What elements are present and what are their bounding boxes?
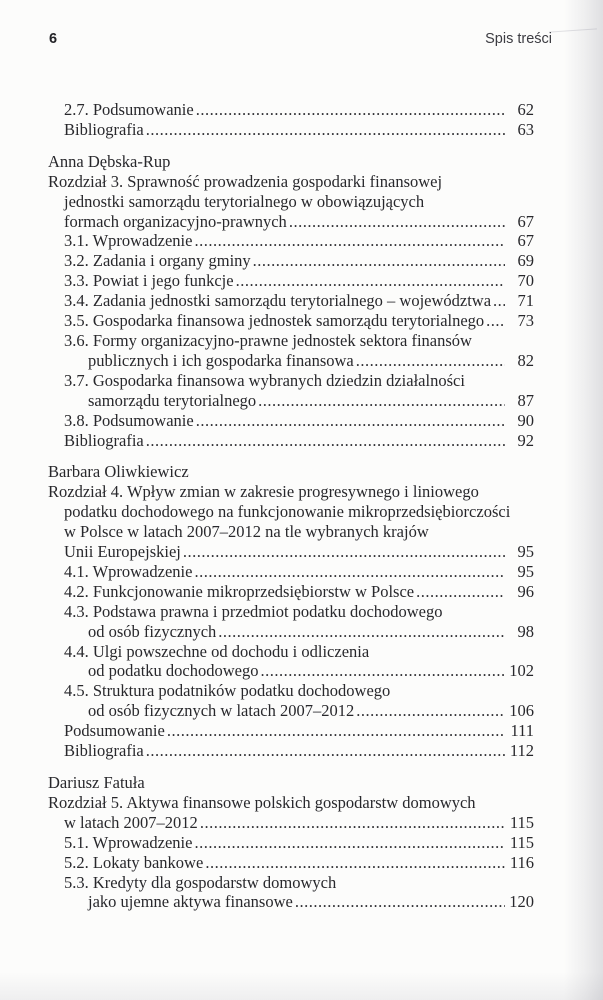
toc-entry-continuation — [48, 873, 534, 893]
toc-entry-text: w latach 2007–2012 — [64, 812, 198, 832]
toc-entry-text: Rozdział 3. Sprawność prowadzenia gospodarki finansowej — [48, 171, 443, 191]
toc-entry-text: 5.2. Lokaty bankowe — [64, 852, 204, 872]
dot-leader — [493, 291, 505, 311]
toc-entry — [48, 582, 534, 602]
page-number-ref: 95 — [517, 542, 534, 562]
toc-entry — [48, 622, 534, 642]
toc-entry-continuation — [48, 482, 534, 502]
toc-entry-text: od osób fizycznych — [88, 621, 217, 641]
toc-entry-continuation — [48, 522, 534, 542]
toc-entry-text: podatku dochodowego na funkcjonowanie mikroprzedsiębiorczości — [64, 502, 511, 522]
toc-entry-continuation — [48, 192, 534, 212]
page-number-ref: 96 — [517, 581, 534, 601]
toc-entry — [48, 351, 534, 371]
toc-entry-text: 3.1. Wprowadzenie — [64, 231, 193, 251]
toc-entry-continuation — [48, 793, 534, 813]
running-title: Spis treści — [485, 31, 552, 47]
page-number: 6 — [49, 31, 58, 47]
toc-entry-continuation — [48, 502, 534, 522]
page-number-ref: 87 — [517, 390, 534, 410]
page-number-ref: 102 — [509, 661, 534, 681]
toc-author: Dariusz Fatuła — [48, 773, 145, 792]
toc-entry-text: 3.3. Powiat i jego funkcje — [64, 271, 234, 291]
toc-entry-text: 3.8. Podsumowanie — [64, 410, 194, 430]
toc-entry-text: Bibliografia — [64, 741, 144, 761]
toc-entry-text: Podsumowanie — [64, 721, 165, 741]
toc-entry-text: formach organizacyjno-prawnych — [64, 211, 287, 231]
dot-leader — [253, 251, 505, 271]
toc-entry — [48, 100, 534, 120]
page-number-ref: 98 — [517, 621, 534, 641]
toc-entry — [48, 212, 534, 232]
toc-entry — [48, 231, 534, 251]
page-number-ref: 112 — [509, 741, 534, 761]
toc-entry — [48, 411, 534, 431]
page-number-ref: 71 — [517, 291, 534, 311]
dot-leader — [258, 391, 505, 411]
page-number-ref: 95 — [517, 561, 534, 581]
toc-entry — [48, 431, 534, 451]
page-number-ref: 92 — [517, 430, 534, 450]
toc-entry-text: jednostki samorządu terytorialnego w obowiązujących — [64, 191, 425, 211]
toc-entry — [48, 721, 534, 741]
toc-entry-text: w Polsce w latach 2007–2012 na tle wybranych krajów — [64, 522, 429, 542]
dot-leader — [194, 833, 505, 853]
toc-entry-text: 4.5. Struktura podatników podatku dochodowego — [64, 681, 391, 701]
toc-entry-text: jako ujemne aktywa finansowe — [88, 892, 293, 912]
page-number-ref: 120 — [509, 892, 534, 912]
page-number-ref: 63 — [517, 119, 534, 139]
page-number-ref: 67 — [517, 231, 534, 251]
page-number-ref: 111 — [510, 721, 534, 741]
toc-entry-text: od podatku dochodowego — [88, 661, 259, 681]
page-number-ref: 67 — [517, 211, 534, 231]
dot-leader — [200, 813, 505, 833]
toc-entry — [48, 542, 534, 562]
dot-leader — [167, 721, 505, 741]
toc-entry-text: Rozdział 4. Wpływ zmian w zakresie progresywnego i liniowego — [48, 482, 479, 502]
toc-entry-text: 3.6. Formy organizacyjno-prawne jednostek sektora finansów — [64, 330, 472, 350]
toc-entry-continuation — [48, 681, 534, 701]
toc-entry — [48, 853, 534, 873]
toc-entry-text: 4.1. Wprowadzenie — [64, 561, 193, 581]
toc-entry-text: 5.1. Wprowadzenie — [64, 832, 193, 852]
toc-entry-text: 3.5. Gospodarka finansowa jednostek samorządu terytorialnego — [64, 311, 485, 331]
toc-entry — [48, 741, 534, 761]
dot-leader — [236, 271, 505, 291]
toc-author: Anna Dębska-Rup — [48, 151, 171, 171]
toc-entry-text: 2.7. Podsumowanie — [64, 100, 194, 119]
toc-entry — [48, 311, 534, 331]
page-number-ref: 106 — [509, 701, 534, 721]
toc-author: Barbara Oliwkiewicz — [48, 462, 189, 482]
toc-entry-text: Rozdział 5. Aktywa finansowe polskich gospodarstw domowych — [48, 792, 476, 812]
toc-entry — [48, 661, 534, 681]
toc-entry-text: od osób fizycznych w latach 2007–2012 — [88, 701, 355, 721]
page-number-ref: 70 — [517, 271, 534, 291]
toc-entry — [48, 813, 534, 833]
dot-leader — [196, 411, 505, 431]
toc-entry — [48, 120, 534, 140]
page-number-ref: 115 — [509, 832, 534, 852]
toc-entry-continuation — [48, 642, 534, 662]
page-number-ref: 73 — [517, 311, 534, 331]
toc-entry-text: 4.4. Ulgi powszechne od dochodu i odliczenia — [64, 641, 370, 661]
toc-entry — [48, 701, 534, 721]
dot-leader — [416, 582, 505, 602]
toc-entry-text: Bibliografia — [64, 430, 144, 450]
toc-entry-text: Bibliografia — [64, 119, 144, 139]
toc — [0, 48, 603, 912]
page-number-ref: 90 — [517, 410, 534, 430]
page-header — [0, 0, 603, 48]
toc-entry-continuation — [48, 172, 534, 192]
toc-entry-continuation — [48, 602, 534, 622]
dot-leader — [205, 853, 505, 873]
page-number-ref: 62 — [517, 100, 534, 119]
dot-leader — [356, 351, 505, 371]
dot-leader — [196, 100, 505, 120]
toc-entry-text: 4.3. Podstawa prawna i przedmiot podatku dochodowego — [64, 601, 443, 621]
page-number-ref: 115 — [509, 812, 534, 832]
dot-leader — [295, 892, 505, 912]
dot-leader — [146, 741, 505, 761]
dot-leader — [194, 231, 505, 251]
dot-leader — [486, 311, 505, 331]
dot-leader — [218, 622, 505, 642]
dot-leader — [146, 431, 505, 451]
toc-entry-text: samorządu terytorialnego — [88, 390, 257, 410]
toc-entry — [48, 291, 534, 311]
toc-entry-text: 5.3. Kredyty dla gospodarstw domowych — [64, 872, 337, 892]
dot-leader — [289, 212, 505, 232]
toc-entry-continuation — [48, 371, 534, 391]
toc-entry — [48, 391, 534, 411]
toc-entry — [48, 833, 534, 853]
dot-leader — [183, 542, 505, 562]
dot-leader — [260, 661, 505, 681]
toc-entry — [48, 562, 534, 582]
toc-entry-text: Unii Europejskiej — [64, 542, 181, 562]
toc-entry-text: publicznych i ich gospodarka finansowa — [88, 350, 354, 370]
page-number-ref: 69 — [517, 251, 534, 271]
toc-entry-text: 3.4. Zadania jednostki samorządu terytorialnego – województwa — [64, 291, 492, 311]
toc-entry-text: 3.2. Zadania i organy gminy — [64, 251, 251, 271]
dot-leader — [356, 701, 505, 721]
toc-entry — [48, 251, 534, 271]
dot-leader — [146, 120, 505, 140]
dot-leader — [194, 562, 505, 582]
toc-entry-text: 3.7. Gospodarka finansowa wybranych dziedzin działalności — [64, 370, 465, 390]
toc-entry-continuation — [48, 331, 534, 351]
toc-entry-text: 4.2. Funkcjonowanie mikroprzedsiębiorstw w Polsce — [64, 581, 415, 601]
toc-entry — [48, 892, 534, 912]
page-number-ref: 116 — [509, 852, 534, 872]
toc-entry — [48, 271, 534, 291]
page-number-ref: 82 — [517, 350, 534, 370]
